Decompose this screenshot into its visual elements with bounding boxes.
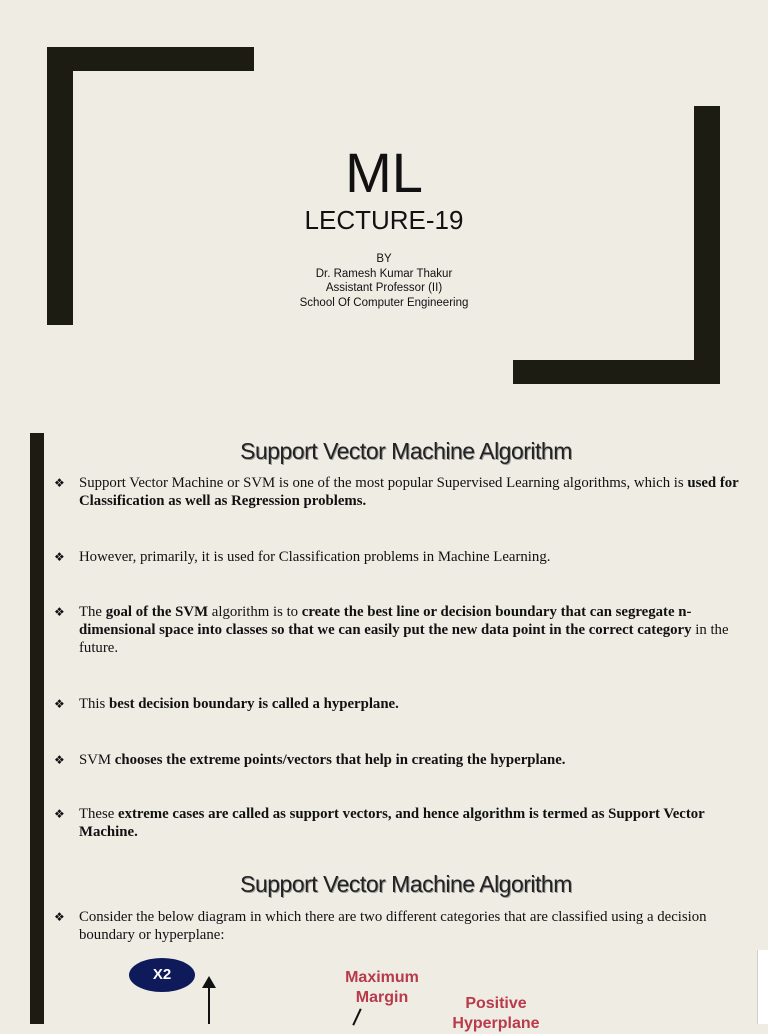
- slide-subtitle: LECTURE-19: [304, 205, 464, 235]
- slide3-heading: Support Vector Machine Algorithm: [240, 871, 572, 897]
- diagram-edge-strip: [757, 950, 768, 1024]
- author-block: [0, 252, 768, 310]
- x2-axis-badge: X2: [129, 958, 195, 992]
- slide-left-rule: [30, 433, 44, 1024]
- bullet-diamond-icon: ❖: [54, 550, 65, 564]
- bullet-item: ❖ These extreme cases are called as support vectors, and hence algorithm is termed as Support Vector Machine.: [54, 806, 705, 840]
- frame-bar-top-left: [47, 47, 254, 71]
- bullet-diamond-icon: ❖: [54, 697, 65, 711]
- author-school: School Of Computer Engineering: [299, 296, 469, 309]
- bullet-diamond-icon: ❖: [54, 910, 65, 924]
- bullet-item: ❖ This best decision boundary is called a hyperplane.: [54, 696, 399, 712]
- slide-title: ML: [345, 141, 423, 204]
- bullet-diamond-icon: ❖: [54, 753, 65, 767]
- bullet-diamond-icon: ❖: [54, 476, 65, 490]
- margin-pointer-line: [352, 1008, 361, 1025]
- frame-bar-bottom-right: [513, 360, 720, 384]
- bullet-item: ❖ Consider the below diagram in which there are two different categories that are classified using a decision boundary or hyperplane:: [54, 909, 707, 943]
- author-name: Dr. Ramesh Kumar Thakur: [315, 267, 453, 280]
- byline-by: BY: [376, 253, 392, 265]
- bullet-diamond-icon: ❖: [54, 605, 65, 619]
- bullet-item: ❖ SVM chooses the extreme points/vectors that help in creating the hyperplane.: [54, 752, 566, 768]
- slide2-heading: Support Vector Machine Algorithm: [240, 438, 572, 464]
- bullet-item: ❖ The goal of the SVM algorithm is to create the best line or decision boundary that can segregate n-dimensional space into classes so that we can easily put the new data point in the correct category in the future.: [54, 604, 729, 656]
- positive-hyperplane-label: Positive Hyperplane: [452, 995, 540, 1032]
- maximum-margin-label: Maximum Margin: [345, 969, 419, 1006]
- title-slide: [0, 0, 768, 420]
- bullet-item: ❖ Support Vector Machine or SVM is one of the most popular Supervised Learning algorithms, which is used for Classification as well as Regression problems.: [54, 475, 739, 509]
- bullet-item: ❖ However, primarily, it is used for Classification problems in Machine Learning.: [54, 549, 551, 565]
- y-axis-line: [208, 986, 210, 1024]
- bullet-diamond-icon: ❖: [54, 807, 65, 821]
- author-position: Assistant Professor (II): [325, 282, 443, 294]
